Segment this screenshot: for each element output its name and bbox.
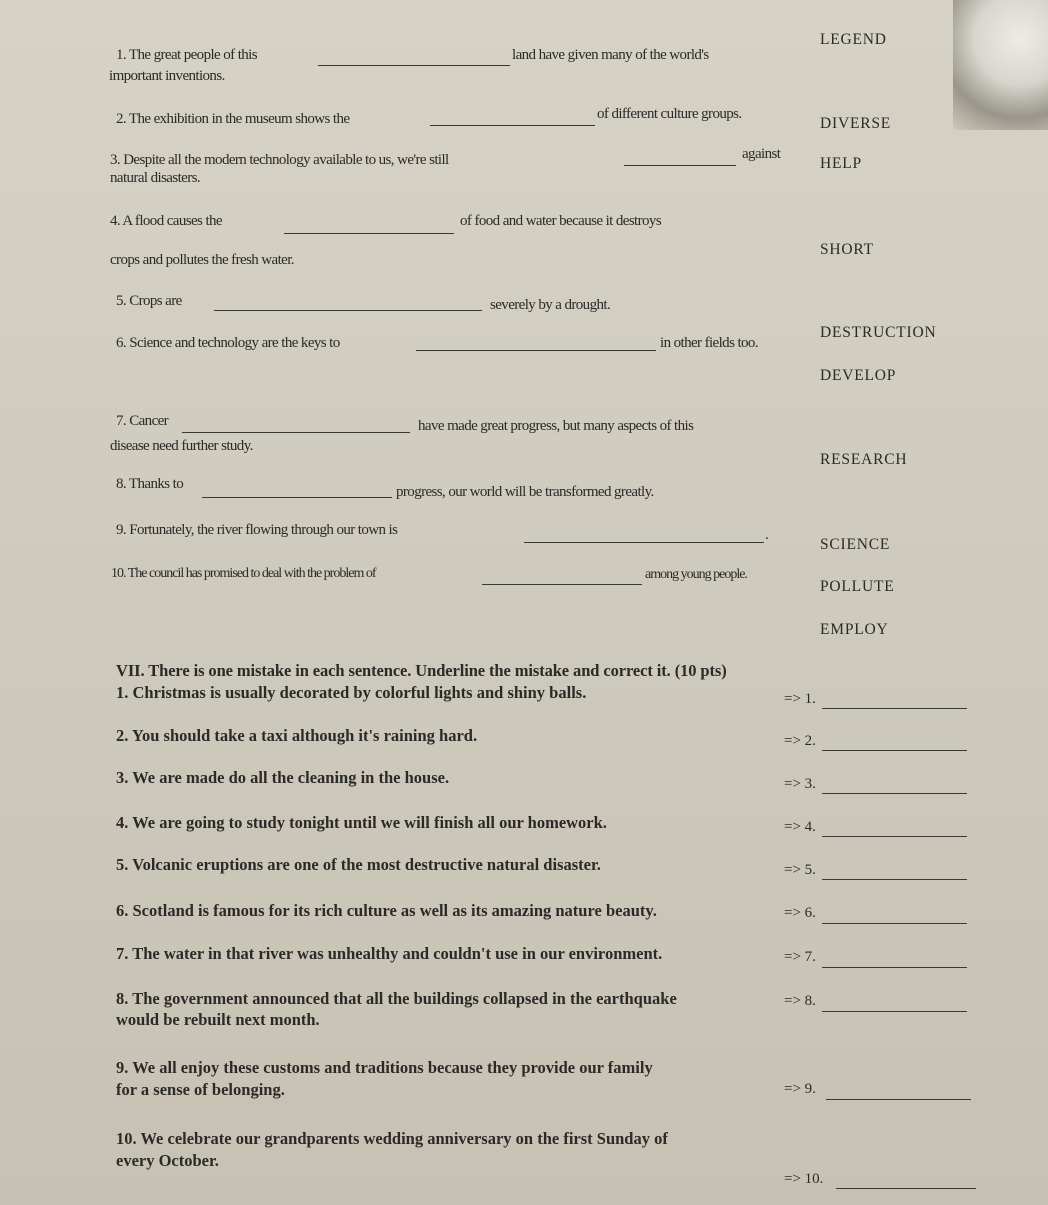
section-heading: VII. There is one mistake in each sentence. Underline the mistake and correct it. (10 pts): [116, 661, 727, 680]
e9-text-cont: for a sense of belonging.: [116, 1080, 285, 1099]
word-employ: EMPLOY: [820, 621, 889, 638]
e7-answer-label: => 7.: [784, 949, 816, 965]
q6-text-a: 6. Science and technology are the keys to: [116, 335, 340, 351]
e5-answer-blank[interactable]: [822, 878, 967, 880]
e7-text: 7. The water in that river was unhealthy and couldn't use in our environment.: [116, 944, 663, 963]
q5-text-a: 5. Crops are: [116, 293, 182, 309]
q9-blank[interactable]: [524, 541, 764, 543]
e10-answer-blank[interactable]: [836, 1187, 976, 1189]
word-legend: LEGEND: [820, 31, 887, 48]
q4-text-b: of food and water because it destroys: [460, 213, 662, 229]
q5-blank[interactable]: [214, 309, 482, 311]
q5-text-b: severely by a drought.: [490, 297, 611, 313]
q3-blank[interactable]: [624, 164, 736, 166]
e10-answer-label: => 10.: [784, 1171, 824, 1187]
word-develop: DEVELOP: [820, 367, 897, 384]
e4-text: 4. We are going to study tonight until we will finish all our homework.: [116, 813, 607, 832]
word-help: HELP: [820, 155, 862, 172]
e4-answer-blank[interactable]: [822, 835, 967, 837]
e5-text: 5. Volcanic eruptions are one of the most destructive natural disaster.: [116, 855, 601, 874]
q4-blank[interactable]: [284, 232, 454, 234]
e3-answer-label: => 3.: [784, 776, 816, 792]
q2-text-b: of different culture groups.: [597, 106, 742, 122]
word-diverse: DIVERSE: [820, 115, 892, 132]
q8-text-b: progress, our world will be transformed greatly.: [396, 484, 654, 500]
e4-answer-label: => 4.: [784, 819, 816, 835]
e3-text: 3. We are made do all the cleaning in the house.: [116, 768, 450, 787]
e10-text-cont: every October.: [116, 1151, 219, 1170]
q8-blank[interactable]: [202, 496, 392, 498]
q3-text-a: 3. Despite all the modern technology available to us, we're still: [110, 152, 449, 168]
e9-text: 9. We all enjoy these customs and traditions because they provide our family: [116, 1058, 653, 1077]
q7-text-c: disease need further study.: [110, 438, 253, 454]
e9-answer-label: => 9.: [784, 1081, 816, 1097]
e6-answer-label: => 6.: [784, 905, 816, 921]
q6-blank[interactable]: [416, 349, 656, 351]
q9-text-b: .: [765, 527, 769, 543]
q6-text-b: in other fields too.: [660, 335, 758, 351]
word-science: SCIENCE: [820, 536, 891, 553]
e1-text: 1. Christmas is usually decorated by colorful lights and shiny balls.: [116, 683, 587, 702]
q10-text-a: 10. The council has promised to deal with the problem of: [111, 566, 376, 581]
q4-text-c: crops and pollutes the fresh water.: [110, 252, 294, 268]
q7-blank[interactable]: [182, 431, 410, 433]
e7-answer-blank[interactable]: [822, 966, 967, 968]
q3-text-b: against: [742, 146, 781, 162]
e10-text: 10. We celebrate our grandparents wedding anniversary on the first Sunday of: [116, 1129, 668, 1148]
e8-text-cont: would be rebuilt next month.: [116, 1010, 320, 1029]
e2-text: 2. You should take a taxi although it's raining hard.: [116, 726, 478, 745]
word-research: RESEARCH: [820, 451, 908, 468]
e1-answer-blank[interactable]: [822, 707, 967, 709]
e1-answer-label: => 1.: [784, 691, 816, 707]
q8-text-a: 8. Thanks to: [116, 476, 184, 492]
q2-text-a: 2. The exhibition in the museum shows the: [116, 111, 350, 127]
q1-text-a: 1. The great people of this: [116, 47, 257, 63]
word-destruction: DESTRUCTION: [820, 324, 937, 341]
q4-text-a: 4. A flood causes the: [110, 213, 222, 229]
word-short: SHORT: [820, 241, 874, 258]
e8-text: 8. The government announced that all the buildings collapsed in the earthquake: [116, 989, 677, 1008]
word-pollute: POLLUTE: [820, 578, 895, 595]
q1-blank[interactable]: [318, 64, 510, 66]
q7-text-b: have made great progress, but many aspects of this: [418, 418, 694, 434]
q2-blank[interactable]: [430, 124, 595, 126]
q1-text-c: important inventions.: [109, 68, 225, 84]
e6-answer-blank[interactable]: [822, 922, 967, 924]
q10-text-b: among young people.: [645, 567, 747, 582]
e8-answer-label: => 8.: [784, 993, 816, 1009]
page-corner-photo-area: [953, 0, 1048, 130]
q7-text-a: 7. Cancer: [116, 413, 169, 429]
q9-text-a: 9. Fortunately, the river flowing through our town is: [116, 522, 398, 538]
e5-answer-label: => 5.: [784, 862, 816, 878]
e8-answer-blank[interactable]: [822, 1010, 967, 1012]
e2-answer-blank[interactable]: [822, 749, 967, 751]
e9-answer-blank[interactable]: [826, 1098, 971, 1100]
q3-text-c: natural disasters.: [110, 170, 201, 186]
e6-text: 6. Scotland is famous for its rich culture as well as its amazing nature beauty.: [116, 901, 657, 920]
q1-text-b: land have given many of the world's: [512, 47, 709, 63]
e3-answer-blank[interactable]: [822, 792, 967, 794]
e2-answer-label: => 2.: [784, 733, 816, 749]
q10-blank[interactable]: [482, 583, 642, 585]
